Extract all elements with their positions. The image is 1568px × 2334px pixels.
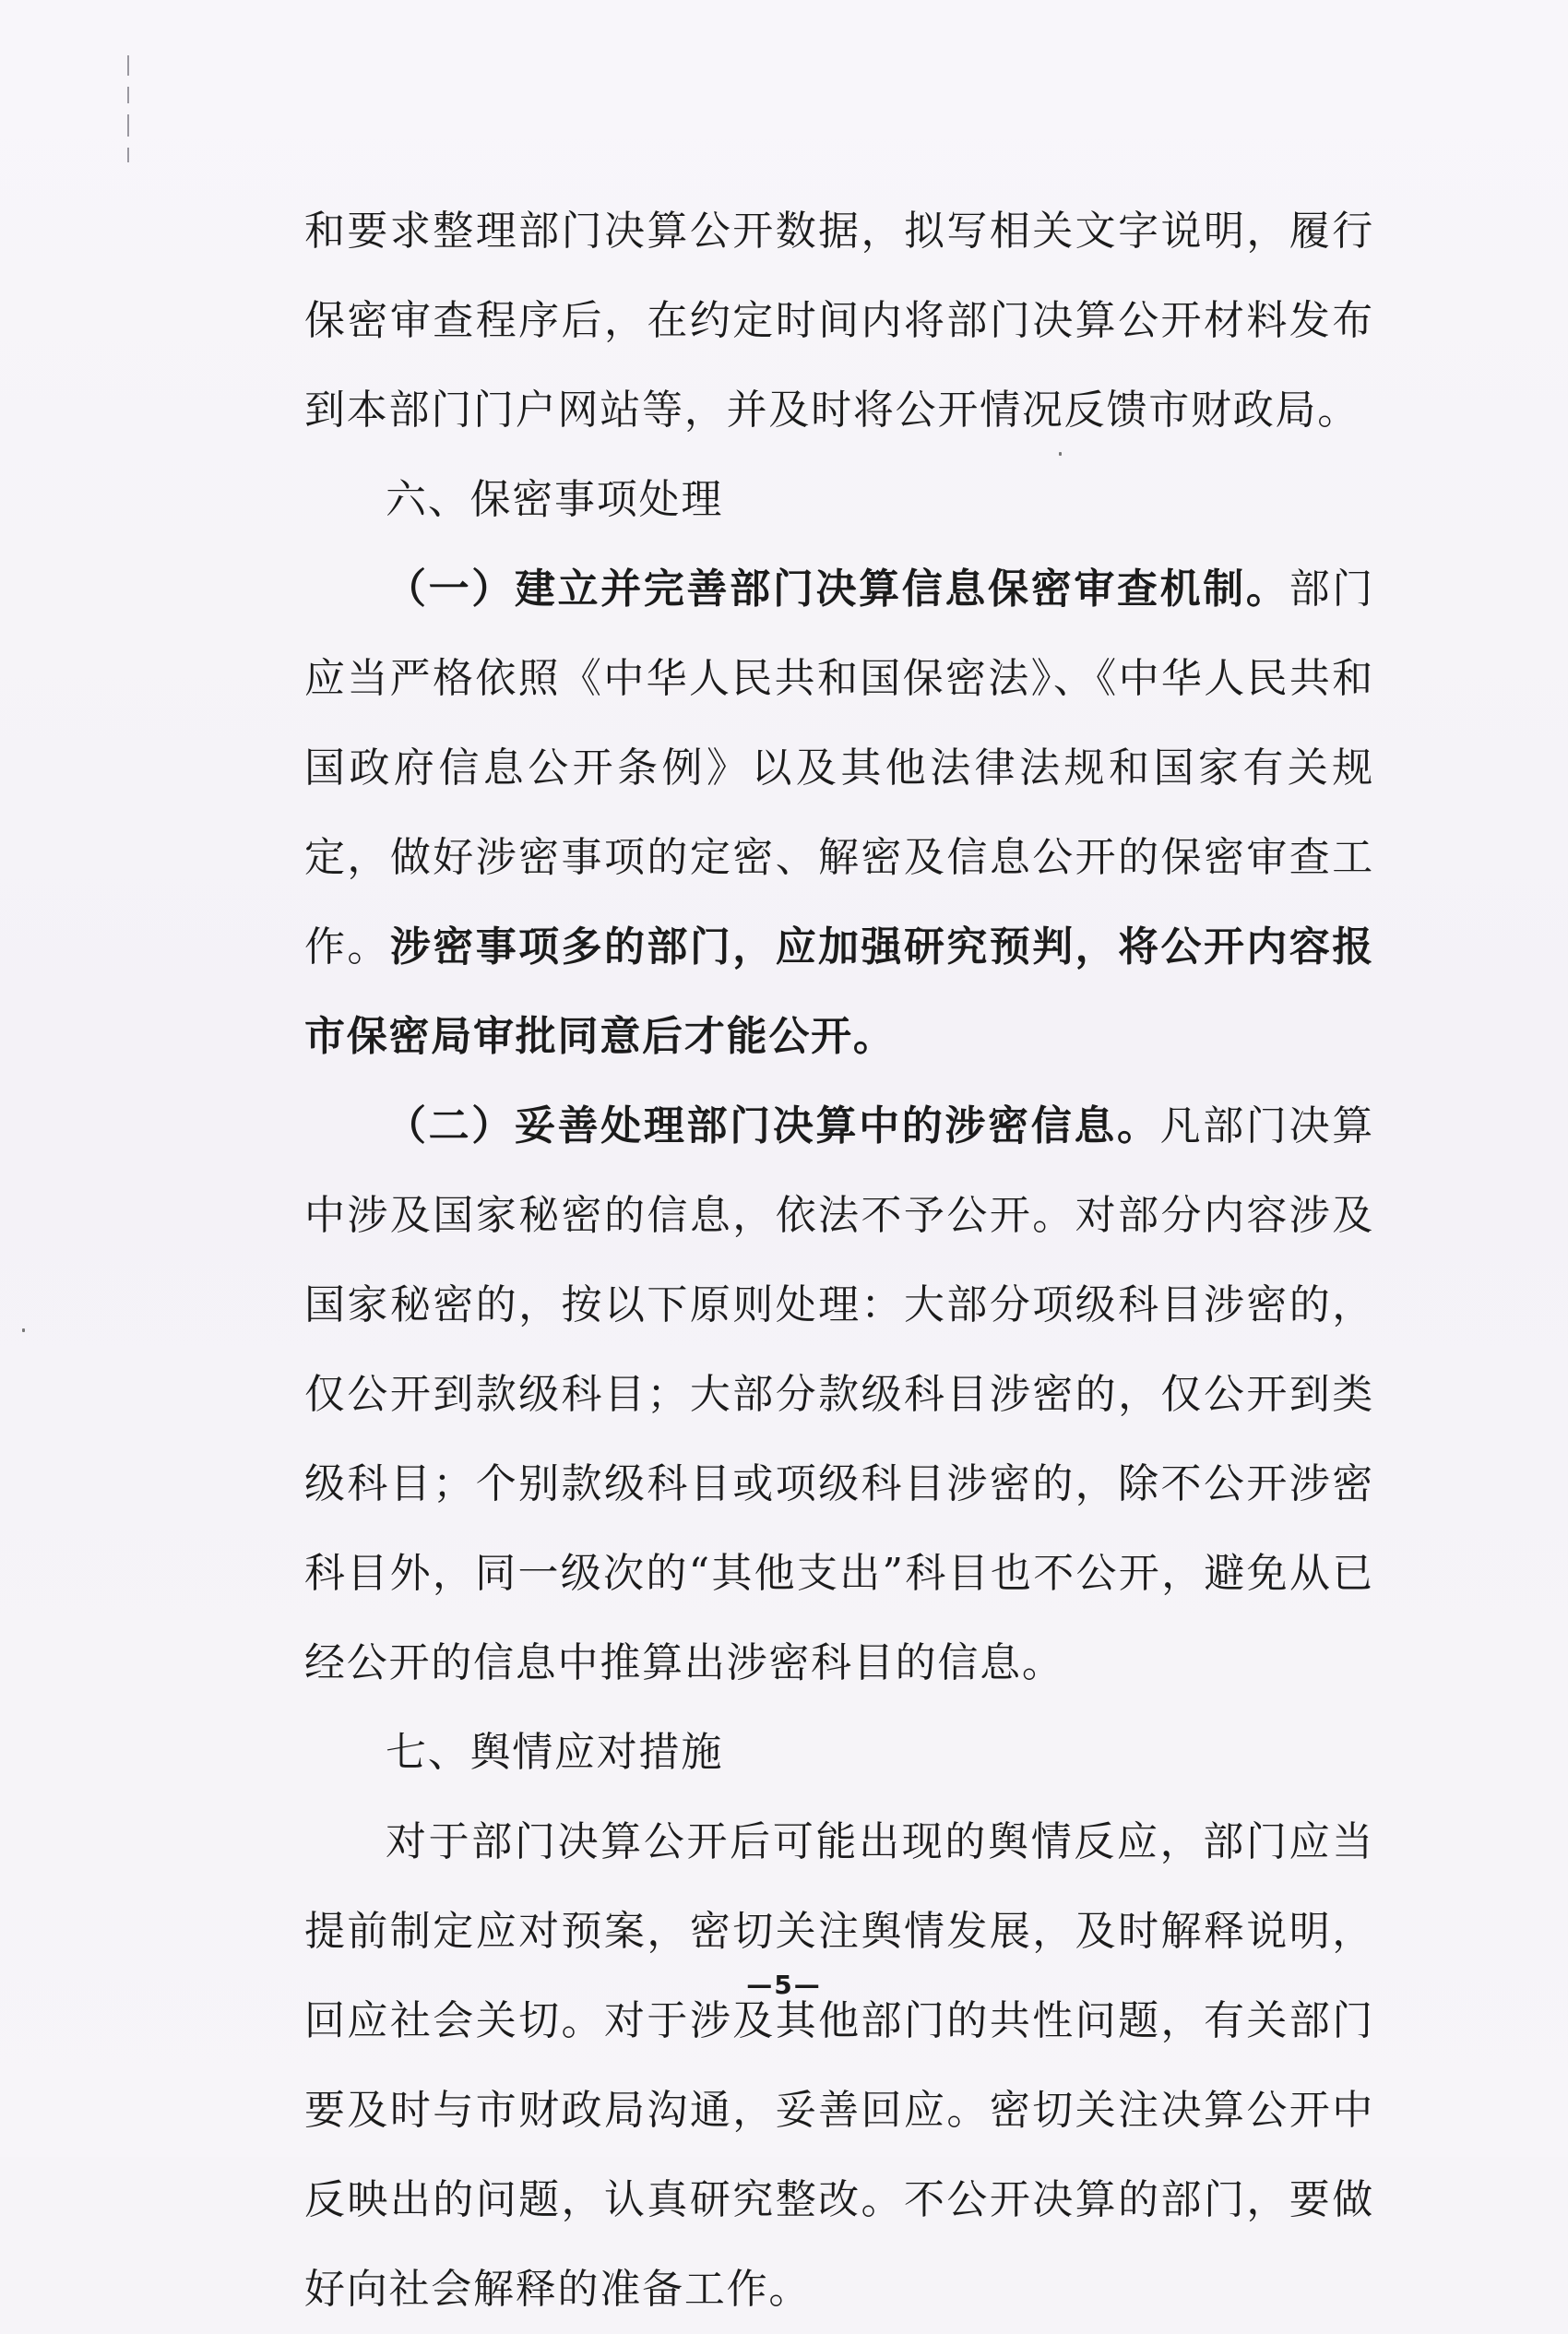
section-6-item-2	[304, 1081, 1374, 1708]
section-6-item-1-emphasis: 涉密事项多的部门，应加强研究预判，将公开内容报市保密局审批同意后才能公开。	[304, 923, 1374, 1060]
speck	[1059, 452, 1062, 456]
section-6-item-2-title: （二）妥善处理部门决算中的涉密信息。	[386, 1102, 1160, 1149]
section-7-text: 对于部门决算公开后可能出现的舆情反应，部门应当提前制定应对预案，密切关注舆情发展，及时解释说明，回应社会关切。对于涉及其他部门的共性问题，有关部门要及时与市财政局沟通，妥善回应。密切关注决算公开中反映出的问题，认真研究整改。不公开决算的部门，要做好向社会解释的准备工作。	[304, 1818, 1374, 2313]
section-6-item-2-text: 凡部门决算中涉及国家秘密的信息，依法不予公开。对部分内容涉及国家秘密的，按以下原则处理：大部分项级科目涉密的，仅公开到款级科目；大部分款级科目涉密的，仅公开到类级科目；个别款级科目或项级科目涉密的，除不公开涉密科目外，同一级次的“其他支出”科目也不公开，避免从已经公开的信息中推算出涉密科目的信息。	[304, 1102, 1374, 1686]
paragraph-intro: 和要求整理部门决算公开数据，拟写相关文字说明，履行保密审查程序后，在约定时间内将部门决算公开材料发布到本部门门户网站等，并及时将公开情况反馈市财政局。	[304, 208, 1374, 434]
section-6-item-1-text: 部门应当严格依照《中华人民共和国保密法》、《中华人民共和国政府信息公开条例》以及其他法律法规和国家有关规定，做好涉密事项的定密、解密及信息公开的保密审查工作。	[304, 566, 1374, 971]
speck	[22, 1328, 25, 1332]
section-7-heading: 七、舆情应对措施	[386, 1729, 724, 1776]
section-6-item-1-title: （一）建立并完善部门决算信息保密审查机制。	[386, 566, 1289, 613]
section-6-heading: 六、保密事项处理	[386, 476, 724, 523]
binding-marks	[122, 55, 135, 166]
document-body	[304, 186, 1374, 2334]
section-6-item-1	[304, 544, 1374, 1081]
page-number: —5—	[746, 1970, 822, 2000]
